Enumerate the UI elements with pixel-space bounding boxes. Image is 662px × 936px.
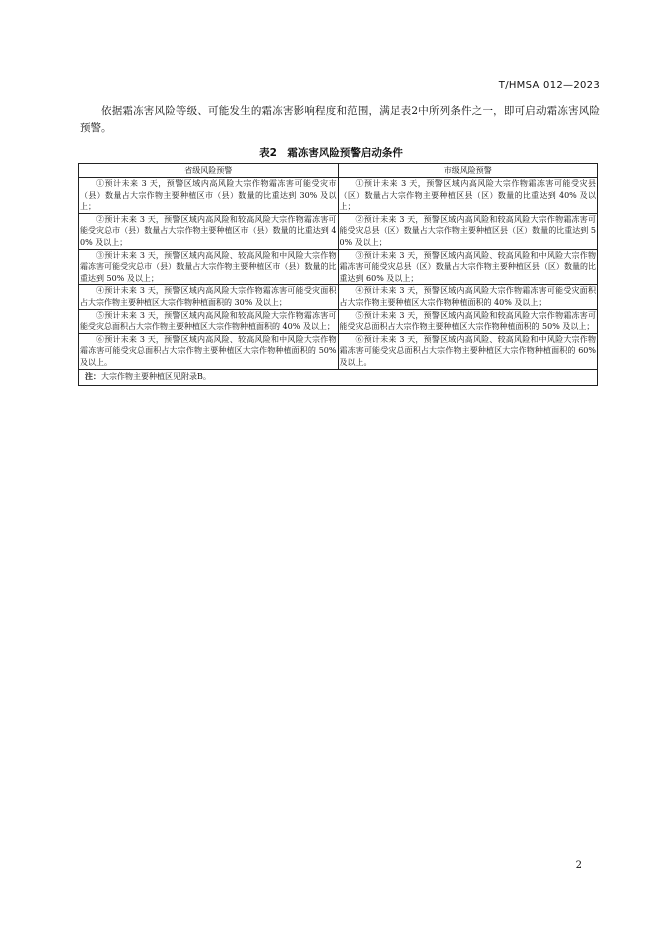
table-row (79, 178, 598, 214)
standard-code: T/HMSA 012—2023 (498, 80, 600, 91)
provincial-condition-2: ②预计未来 3 天，预警区域内高风险和较高风险大宗作物霜冻害可能受灾总市（县）数量占大宗作物主要种植区市（县）数量的比重达到 40% 及以上； (79, 213, 339, 249)
column-header-provincial: 省级风险预警 (79, 164, 339, 178)
municipal-condition-3: ③预计未来 3 天，预警区域内高风险、较高风险和中风险大宗作物霜冻害可能受灾总县（区）数量占大宗作物主要种植区县（区）数量的比重达到 60% 及以上； (338, 249, 598, 285)
municipal-condition-6: ⑥预计未来 3 天，预警区域内高风险、较高风险和中风险大宗作物霜冻害可能受灾总面积占大宗作物主要种植区大宗作物种植面积的 60% 及以上。 (338, 333, 598, 369)
provincial-condition-5: ⑤预计未来 3 天，预警区域内高风险和较高风险大宗作物霜冻害可能受灾总面积占大宗作物主要种植区大宗作物种植面积的 40% 及以上； (79, 309, 339, 333)
municipal-condition-4: ④预计未来 3 天，预警区域内高风险大宗作物霜冻害可能受灾面积占大宗作物主要种植区大宗作物种植面积的 40% 及以上； (338, 285, 598, 309)
intro-paragraph: 依据霜冻害风险等级、可能发生的霜冻害影响程度和范围，满足表2中所列条件之一，即可启动霜冻害风险预警。 (80, 105, 600, 134)
warning-conditions-table (78, 163, 598, 386)
municipal-condition-5: ⑤预计未来 3 天，预警区域内高风险和较高风险大宗作物霜冻害可能受灾总面积占大宗作物主要种植区大宗作物种植面积的 50% 及以上； (338, 309, 598, 333)
table-row (79, 249, 598, 285)
municipal-condition-2: ②预计未来 3 天，预警区域内高风险和较高风险大宗作物霜冻害可能受灾总县（区）数量占大宗作物主要种植区县（区）数量的比重达到 50% 及以上； (338, 213, 598, 249)
table-note-row (79, 369, 598, 385)
table-row (79, 309, 598, 333)
table-row (79, 213, 598, 249)
provincial-condition-1: ①预计未来 3 天，预警区域内高风险大宗作物霜冻害可能受灾市（县）数量占大宗作物主要种植区市（县）数量的比重达到 30% 及以上； (79, 178, 339, 214)
table-note (79, 369, 598, 385)
provincial-condition-4: ④预计未来 3 天，预警区域内高风险大宗作物霜冻害可能受灾面积占大宗作物主要种植区大宗作物种植面积的 30% 及以上； (79, 285, 339, 309)
table-title: 表2 霜冻害风险预警启动条件 (259, 147, 403, 159)
note-text: 大宗作物主要种植区见附录B。 (101, 371, 211, 381)
provincial-condition-3: ③预计未来 3 天，预警区域内高风险、较高风险和中风险大宗作物霜冻害可能受灾总市（县）数量占大宗作物主要种植区市（县）数量的比重达到 50% 及以上； (79, 249, 339, 285)
table-header-row (79, 164, 598, 178)
provincial-condition-6: ⑥预计未来 3 天，预警区域内高风险、较高风险和中风险大宗作物霜冻害可能受灾总面积占大宗作物主要种植区大宗作物种植面积的 50% 及以上。 (79, 333, 339, 369)
table-row (79, 333, 598, 369)
municipal-condition-1: ①预计未来 3 天，预警区域内高风险大宗作物霜冻害可能受灾县（区）数量占大宗作物主要种植区县（区）数量的比重达到 40% 及以上； (338, 178, 598, 214)
table-row (79, 285, 598, 309)
note-label: 注： (85, 371, 101, 381)
page-number: 2 (575, 860, 582, 871)
column-header-municipal: 市级风险预警 (338, 164, 598, 178)
